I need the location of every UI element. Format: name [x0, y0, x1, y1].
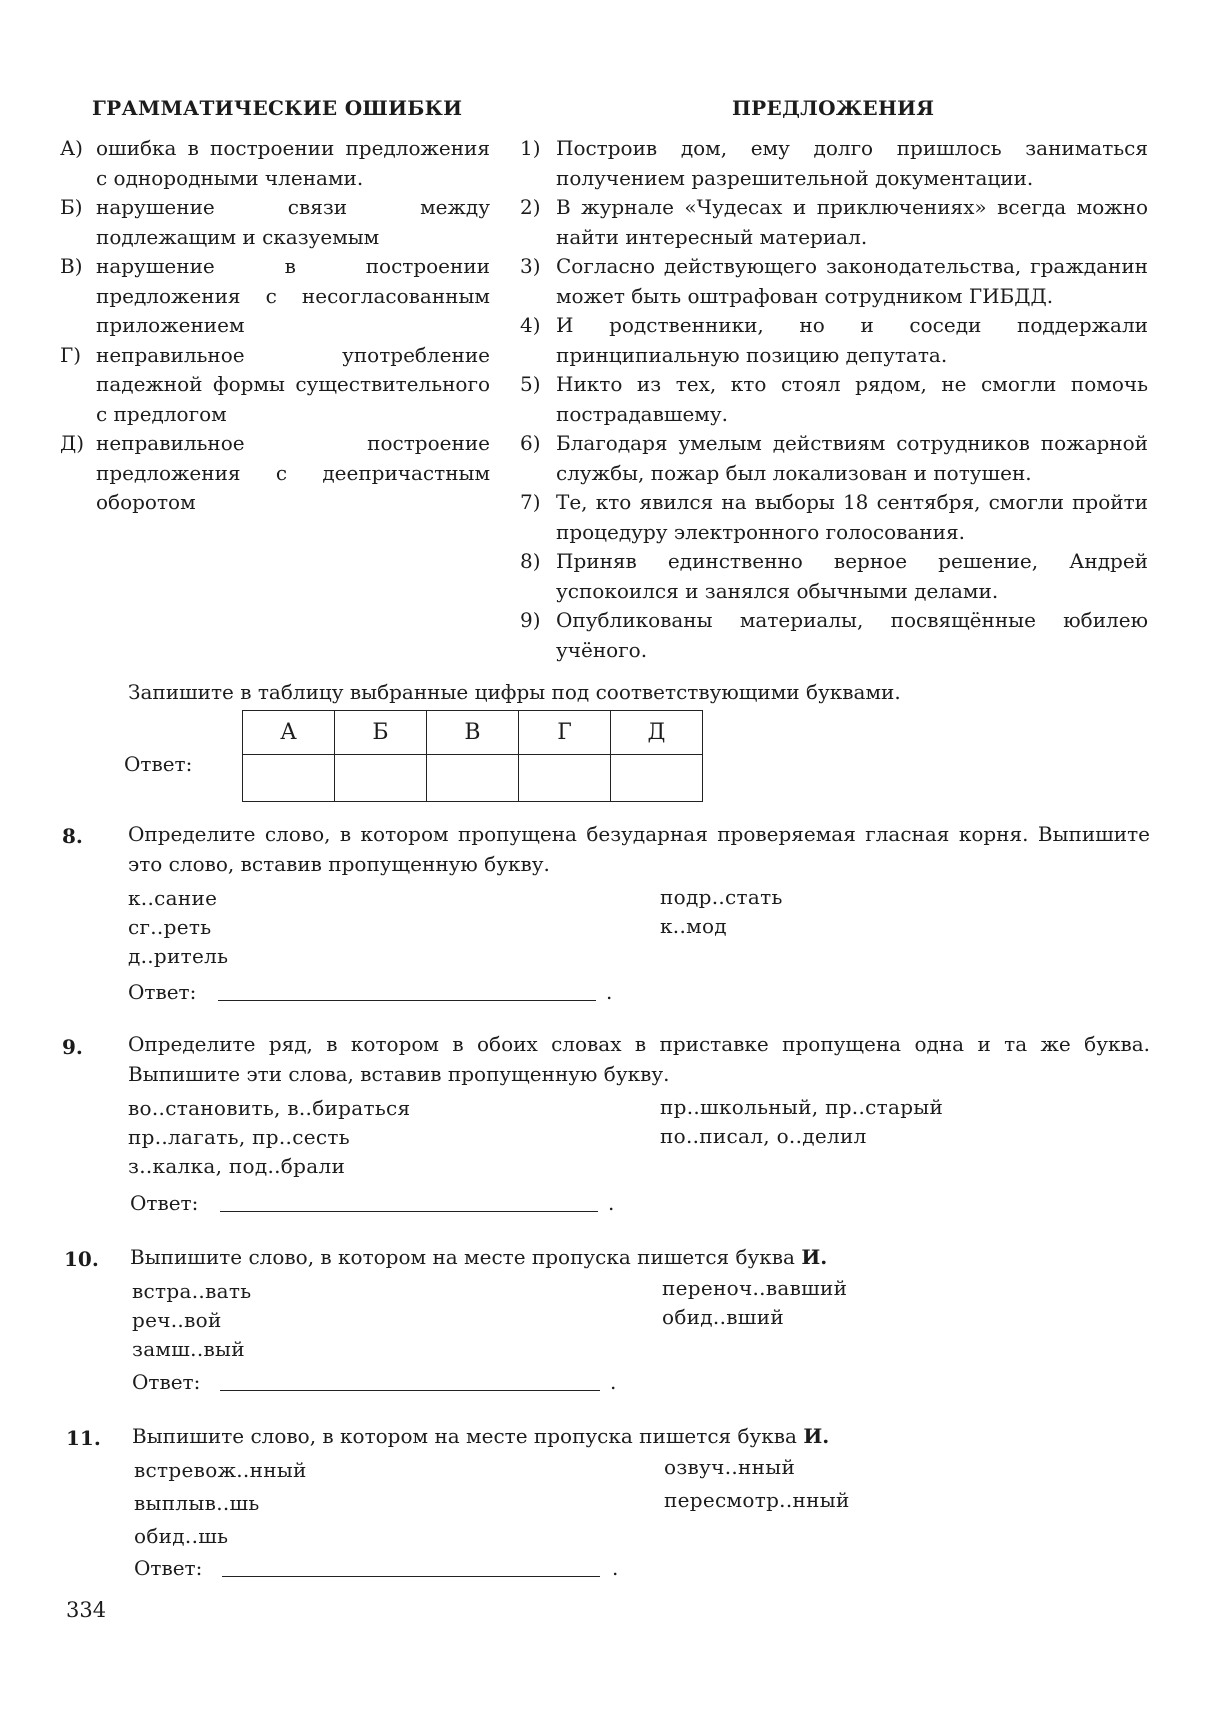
task-10-prompt: [130, 1243, 827, 1273]
sentence-item: [520, 193, 1148, 252]
task-11-word: обид..шь: [134, 1524, 229, 1548]
task-9-word: пр..лагать, пр..сесть: [128, 1125, 350, 1149]
task-8-word: подр..стать: [660, 885, 783, 909]
task-10-word: встра..вать: [132, 1279, 252, 1303]
task-11-prompt: [132, 1422, 829, 1452]
sentence-item: [520, 429, 1148, 488]
answer-cell-v[interactable]: [427, 755, 519, 802]
sentence-mark: 9): [520, 608, 541, 632]
error-item: [60, 252, 490, 341]
sentence-item: [520, 488, 1148, 547]
answer-col-b: Б: [335, 711, 427, 755]
sentence-text: Благодаря умелым действиям сотрудников пожарной службы, пожар был локализован и потушен.: [556, 431, 1148, 485]
answer-cell-d[interactable]: [611, 755, 703, 802]
task-8-end-mark: .: [606, 980, 613, 1004]
sentence-item: [520, 370, 1148, 429]
task-11-word: встревож..нный: [134, 1458, 307, 1482]
sentence-mark: 4): [520, 313, 541, 337]
task-9-word: пр..школьный, пр..старый: [660, 1095, 944, 1119]
task-10-word: переноч..вавший: [662, 1276, 848, 1300]
sentence-item: [520, 606, 1148, 665]
sentence-mark: 6): [520, 431, 541, 455]
error-mark: Д): [60, 431, 85, 455]
task-10-answer-label: Ответ:: [132, 1370, 201, 1394]
task-11-number: 11.: [66, 1426, 101, 1450]
sentence-mark: 8): [520, 549, 541, 573]
error-item: [60, 134, 490, 193]
sentence-text: В журнале «Чудесах и приключениях» всегда можно найти интересный материал.: [556, 195, 1148, 249]
sentence-item: [520, 134, 1148, 193]
sentence-mark: 1): [520, 136, 541, 160]
right-column-header: ПРЕДЛОЖЕНИЯ: [732, 96, 935, 120]
left-column-header: ГРАММАТИЧЕСКИЕ ОШИБКИ: [92, 96, 463, 120]
error-item: [60, 193, 490, 252]
sentence-item: [520, 252, 1148, 311]
task-10-prompt-text: Выпишите слово, в котором на месте пропуска пишется буква: [130, 1245, 795, 1269]
task-8-prompt: Определите слово, в котором пропущена безударная проверяемая гласная корня. Выпишите это слово, вставив пропущенную букву.: [128, 822, 1150, 876]
sentence-text: Опубликованы материалы, посвящённые юбилею учёного.: [556, 608, 1148, 662]
sentence-text: Согласно действующего законодательства, гражданин может быть оштрафован сотрудником ГИБДД.: [556, 254, 1148, 308]
task-8-answer-line[interactable]: [218, 978, 596, 1001]
task-9-word: по..писал, о..делил: [660, 1124, 867, 1148]
task-10-word: реч..вой: [132, 1308, 222, 1332]
error-text: нарушение в построении предложения с несогласованным приложением: [96, 254, 490, 337]
task-9-answer-label: Ответ:: [130, 1191, 199, 1215]
task-9-prompt: Определите ряд, в котором в обоих словах в приставке пропущена одна и та же буква. Выпишите эти слова, вставив пропущенную букву.: [128, 1032, 1150, 1086]
error-text: ошибка в построении предложения с однородными членами.: [96, 136, 490, 190]
task-8-word: к..сание: [128, 886, 218, 910]
task-8-number: 8.: [62, 824, 83, 848]
sentence-item: [520, 311, 1148, 370]
sentence-mark: 3): [520, 254, 541, 278]
task-9-answer-line[interactable]: [220, 1189, 598, 1212]
error-mark: А): [60, 136, 83, 160]
sentence-text: И родственники, но и соседи поддержали принципиальную позицию депутата.: [556, 313, 1148, 367]
sentences-list: [520, 134, 1148, 665]
sentence-text: Приняв единственно верное решение, Андрей успокоился и занялся обычными делами.: [556, 549, 1148, 603]
task-11-prompt-letter: И.: [803, 1424, 830, 1448]
task-11-prompt-text: Выпишите слово, в котором на месте пропуска пишется буква: [132, 1424, 797, 1448]
answer-col-a: А: [243, 711, 335, 755]
table-instruction: Запишите в таблицу выбранные цифры под соответствующими буквами.: [128, 680, 901, 704]
task-10-prompt-letter: И.: [801, 1245, 828, 1269]
task-8-word: д..ритель: [128, 944, 229, 968]
task-10-word: замш..вый: [132, 1337, 245, 1361]
task-8-word: сг..реть: [128, 915, 212, 939]
errors-list: [60, 134, 490, 518]
task-10-end-mark: .: [610, 1370, 617, 1394]
task-9-word: во..становить, в..бираться: [128, 1096, 411, 1120]
task-11-end-mark: .: [612, 1556, 619, 1580]
task-8-answer-label: Ответ:: [128, 980, 197, 1004]
error-text: нарушение связи между подлежащим и сказуемым: [96, 195, 490, 249]
error-mark: Г): [60, 342, 82, 367]
sentence-text: Те, кто явился на выборы 18 сентября, смогли пройти процедуру электронного голосования.: [556, 490, 1148, 544]
task-9-number: 9.: [62, 1035, 83, 1059]
answer-cell-g[interactable]: [519, 755, 611, 802]
task-10-number: 10.: [64, 1247, 99, 1271]
error-item: [60, 429, 490, 518]
task-11-answer-line[interactable]: [222, 1554, 600, 1577]
sentence-mark: 7): [520, 490, 541, 514]
answer-cell-b[interactable]: [335, 755, 427, 802]
answer-col-g: Г: [519, 711, 611, 755]
task-9-end-mark: .: [608, 1191, 615, 1215]
sentence-mark: 5): [520, 372, 541, 396]
task-9-word: з..калка, под..брали: [128, 1154, 346, 1178]
task-10-word: обид..вший: [662, 1305, 784, 1329]
sentence-text: Построив дом, ему долго пришлось заниматься получением разрешительной документации.: [556, 136, 1148, 190]
task-11-word: озвуч..нный: [664, 1455, 796, 1479]
task-11-answer-label: Ответ:: [134, 1556, 203, 1580]
sentence-text: Никто из тех, кто стоял рядом, не смогли помочь пострадавшему.: [556, 372, 1148, 426]
task-11-word: пересмотр..нный: [664, 1488, 850, 1512]
answer-col-v: В: [427, 711, 519, 755]
answer-table: [242, 710, 703, 802]
error-mark: В): [60, 254, 83, 278]
task-8-word: к..мод: [660, 914, 727, 938]
page-number: 334: [66, 1598, 107, 1622]
sentence-mark: 2): [520, 195, 541, 219]
error-text: неправильное построение предложения с деепричастным оборотом: [96, 431, 490, 514]
answer-col-d: Д: [611, 711, 703, 755]
error-mark: Б): [60, 195, 83, 219]
answer-cell-a[interactable]: [243, 755, 335, 802]
task-11-word: выплыв..шь: [134, 1491, 260, 1515]
task-10-answer-line[interactable]: [220, 1368, 600, 1391]
error-text: неправильное употребление падежной формы существительного с предлогом: [96, 342, 490, 426]
error-item: [60, 341, 490, 430]
sentence-item: [520, 547, 1148, 606]
answer-label: Ответ:: [124, 752, 193, 776]
